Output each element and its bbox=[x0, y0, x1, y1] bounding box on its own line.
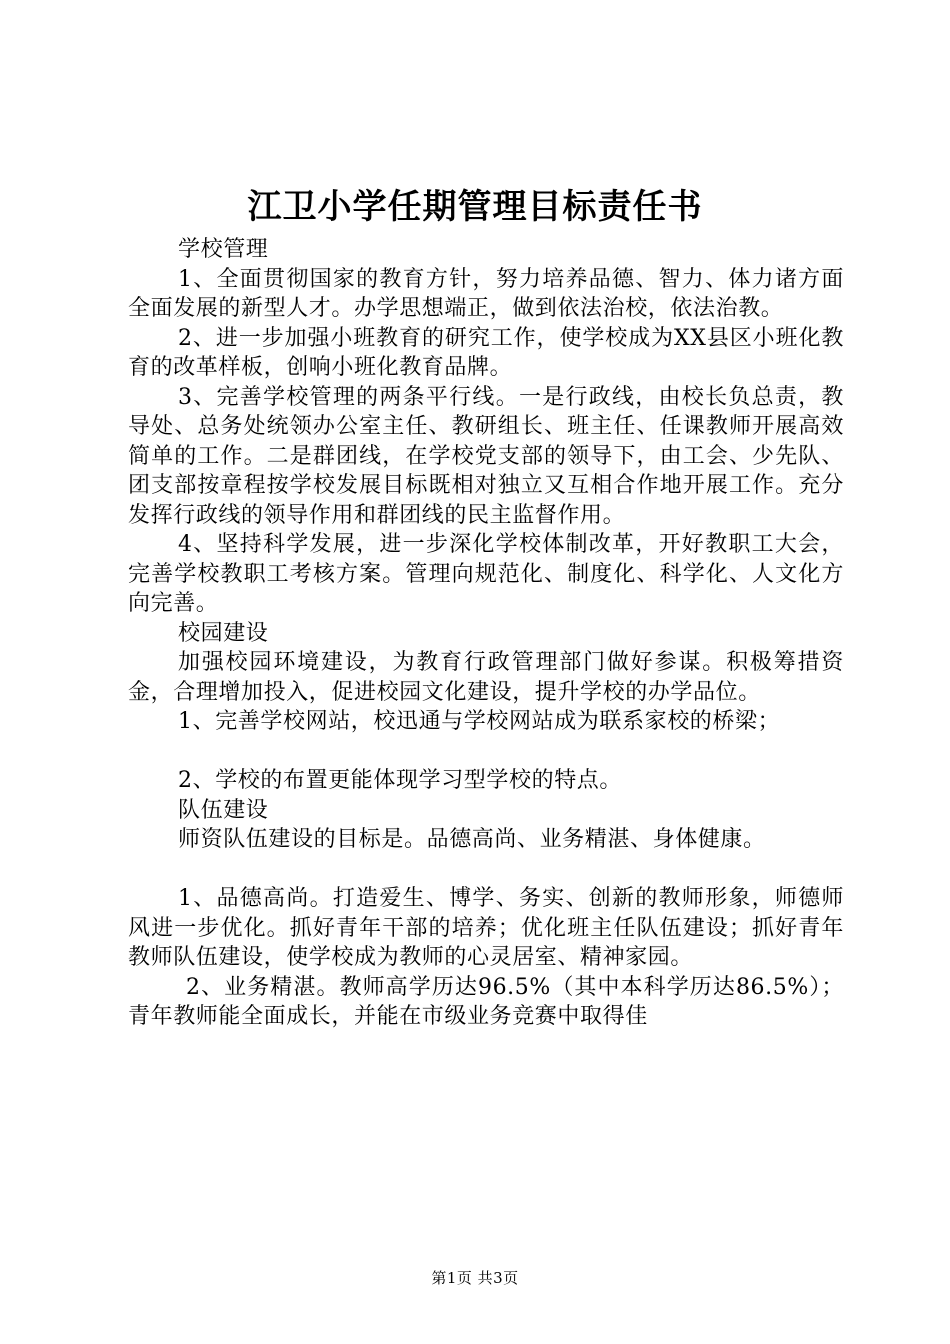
paragraph: 1、完善学校网站，校迅通与学校网站成为联系家校的桥梁； bbox=[178, 709, 781, 734]
paragraph: 4、坚持科学发展，进一步深化学校体制改革，开好教职工大会，完善学校教职工考核方案。管理向规范化、制度化、科学化、人文化方向完善。 bbox=[128, 532, 844, 616]
document-title: 江卫小学任期管理目标责任书 bbox=[247, 187, 703, 227]
document-body bbox=[128, 235, 844, 1032]
paragraph: 2、业务精湛。教师高学历达96.5%（其中本科学历达86.5%）；青年教师能全面成长，并能在市级业务竞赛中取得佳 bbox=[128, 974, 844, 1029]
section-heading-campus-construction: 校园建设 bbox=[178, 620, 269, 646]
paragraph: 1、品德高尚。打造爱生、博学、务实、创新的教师形象，师德师风进一步优化。抓好青年干部的培养；优化班主任队伍建设；抓好青年教师队伍建设，使学校成为教师的心灵居室、精神家园。 bbox=[128, 886, 844, 970]
section-heading-school-management: 学校管理 bbox=[178, 237, 269, 262]
section-intro: 师资队伍建设的目标是。品德高尚、业务精湛、身体健康。 bbox=[178, 827, 766, 852]
blank-line bbox=[128, 737, 844, 767]
section-heading-team-building: 队伍建设 bbox=[178, 797, 269, 823]
section-intro: 加强校园环境建设，为教育行政管理部门做好参谋。积极筹措资金，合理增加投入，促进校园文化建设，提升学校的办学品位。 bbox=[128, 650, 844, 705]
paragraph: 3、完善学校管理的两条平行线。一是行政线，由校长负总责，教导处、总务处统领办公室主任、教研组长、班主任、任课教师开展高效简单的工作。二是群团线，在学校党支部的领导下，由工会、少先队、团支部按章程按学校发展目标既相对独立又互相合作地开展工作。充分发挥行政线的领导作用和群团线的民主监督作用。 bbox=[128, 384, 844, 528]
blank-line bbox=[128, 855, 844, 885]
paragraph: 2、学校的布置更能体现学习型学校的特点。 bbox=[178, 768, 622, 793]
page-number-footer: 第1页 共3页 bbox=[431, 1269, 519, 1287]
paragraph: 1、全面贯彻国家的教育方针，努力培养品德、智力、体力诸方面全面发展的新型人才。办学思想端正，做到依法治校，依法治教。 bbox=[128, 266, 844, 321]
paragraph: 2、进一步加强小班教育的研究工作，使学校成为XX县区小班化教育的改革样板，创响小班化教育品牌。 bbox=[128, 325, 844, 380]
